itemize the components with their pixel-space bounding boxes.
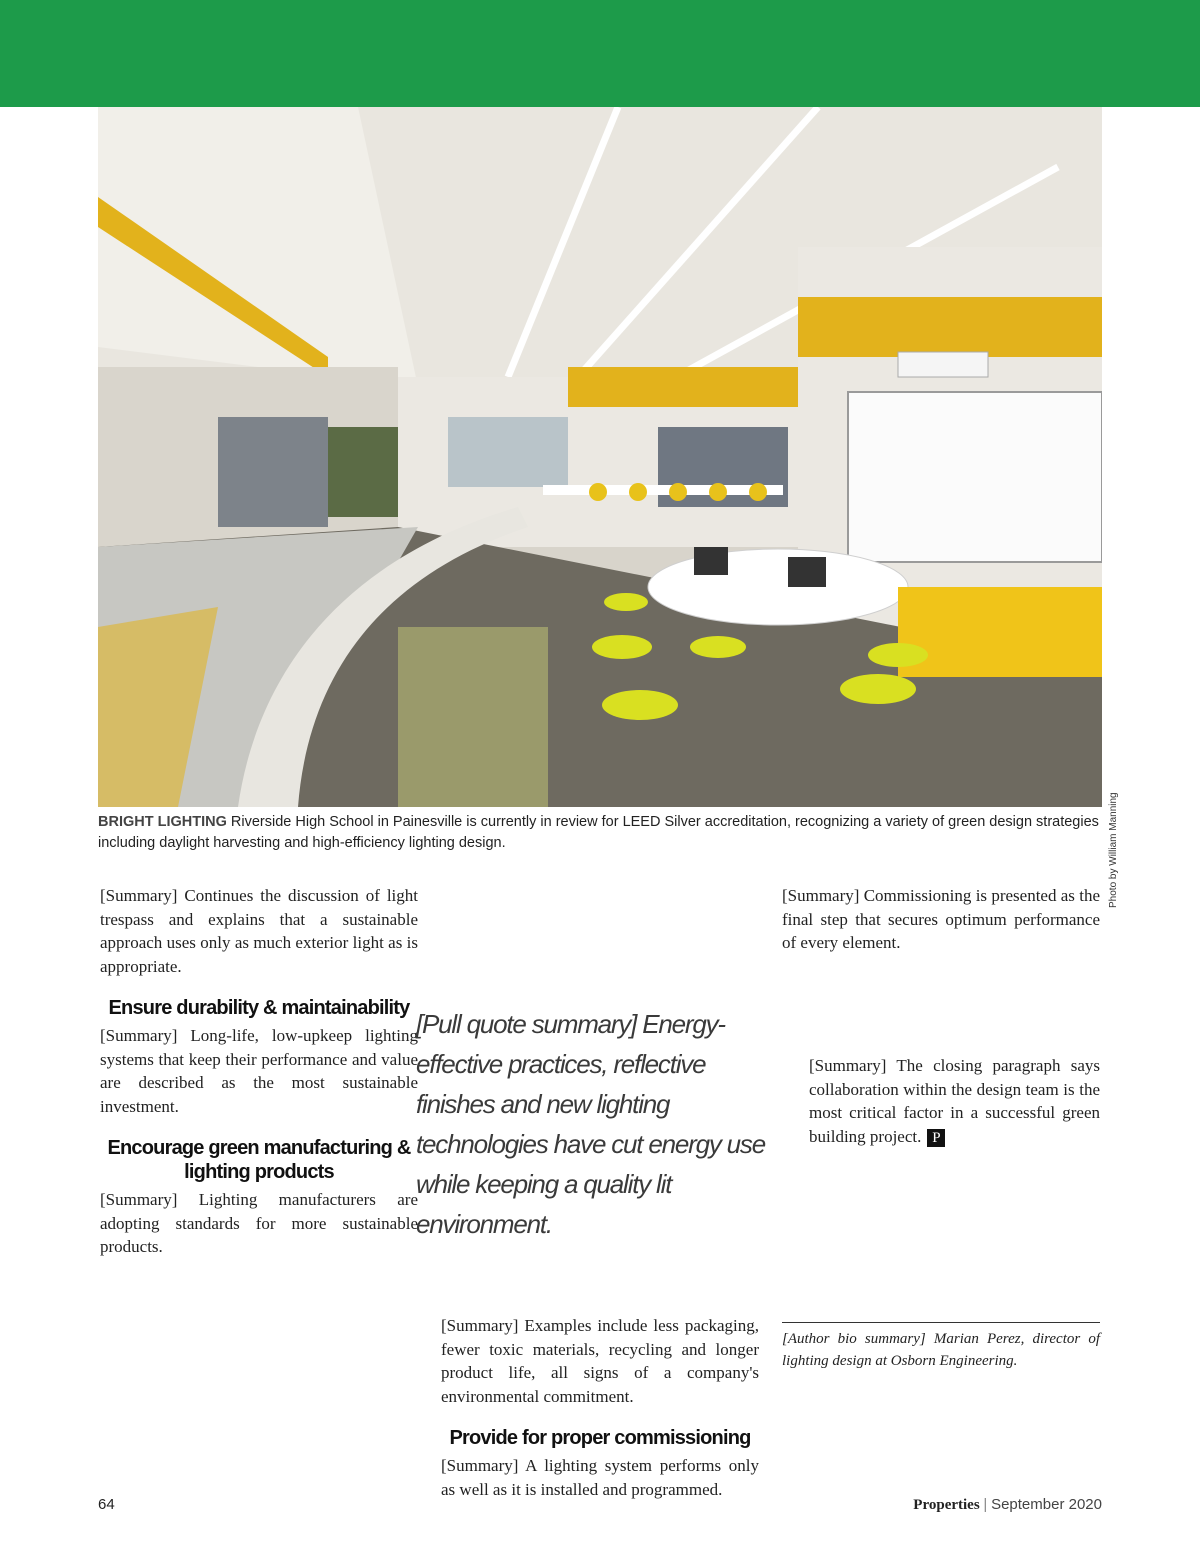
photo-credit: Photo by William Manning (1108, 792, 1119, 908)
laptop-2 (788, 557, 826, 587)
lockers-left (218, 417, 328, 527)
stool-2 (592, 635, 652, 659)
green-manufacturing-continued: [Summary] Examples include less packaging, fewer toxic materials, recycling and longer product life, all signs of a company's environmental commitment. (441, 1316, 759, 1406)
chair-4 (709, 483, 727, 501)
durability-text: [Summary] Long-life, low-upkeep lighting systems that keep their performance and value are described as the most sustainable investment. (100, 1026, 418, 1116)
chair-3 (669, 483, 687, 501)
heading-commissioning: Provide for proper commissioning (449, 1427, 751, 1449)
high-table (543, 485, 783, 495)
patterned-ottoman (398, 627, 548, 807)
chair-5 (749, 483, 767, 501)
header-color-band (0, 0, 1200, 107)
stool-1 (604, 593, 648, 611)
stool-4 (690, 636, 746, 658)
issue-date: September 2020 (991, 1496, 1102, 1513)
stool-6 (840, 674, 916, 704)
stool-3 (602, 690, 678, 720)
stool-5 (868, 643, 928, 667)
caption-kicker: BRIGHT LIGHTING (98, 814, 227, 830)
heading-green-manufacturing: Encourage green manufacturing & lighting products (107, 1137, 411, 1183)
projector (898, 352, 988, 377)
pull-quote: [Pull quote summary] Energy-effective practices, reflective finishes and new lighting technologies have cut energy use while keeping a quality lit environment. (416, 1009, 765, 1239)
commissioning-text: [Summary] A lighting system performs only as well as it is installed and programmed. (441, 1456, 759, 1499)
column-1-intro: [Summary] Continues the discussion of light trespass and explains that a sustainable approach uses only as much exterior light as is appropriate. (100, 886, 418, 976)
laptop-1 (694, 547, 728, 575)
publication-name: Properties (913, 1497, 980, 1513)
chair-2 (629, 483, 647, 501)
round-table (648, 549, 908, 625)
yellow-bench (898, 587, 1102, 677)
commissioning-continued: [Summary] Commissioning is presented as the final step that secures optimum performance of every element. (782, 886, 1100, 952)
column-2-lower (441, 1314, 759, 1513)
column-3-lower (809, 1054, 1100, 1160)
yellow-panels-back (568, 367, 798, 407)
end-mark-icon: P (927, 1129, 945, 1147)
classroom-photo (98, 107, 1102, 807)
heading-durability: Ensure durability & maintainability (108, 997, 410, 1019)
photo-caption (98, 812, 1102, 854)
closing-text (809, 1054, 1100, 1148)
green-manufacturing-text: [Summary] Lighting manufacturers are adopting standards for more sustainable products. (100, 1190, 418, 1256)
whiteboard (848, 392, 1102, 562)
yellow-panels-right (798, 297, 1102, 357)
closing-summary: [Summary] The closing paragraph says collaboration within the design team is the most critical factor in a successful green building project. (809, 1056, 1100, 1146)
interior-window (448, 417, 568, 487)
classroom-illustration (98, 107, 1102, 807)
page-number: 64 (98, 1496, 115, 1513)
caption-text: Riverside High School in Painesville is currently in review for LEED Silver accreditation, recognizing a variety of green design strategies including daylight harvesting and high-efficiency lighting design. (98, 814, 1099, 851)
column-1 (100, 884, 418, 1271)
footer-publication (913, 1496, 1102, 1514)
footer-separator: | (983, 1496, 988, 1513)
author-bio: [Author bio summary] Marian Perez, director of lighting design at Osborn Engineering. (782, 1331, 1100, 1369)
bio-divider (782, 1322, 1100, 1323)
chair-1 (589, 483, 607, 501)
column-3 (782, 884, 1100, 1146)
